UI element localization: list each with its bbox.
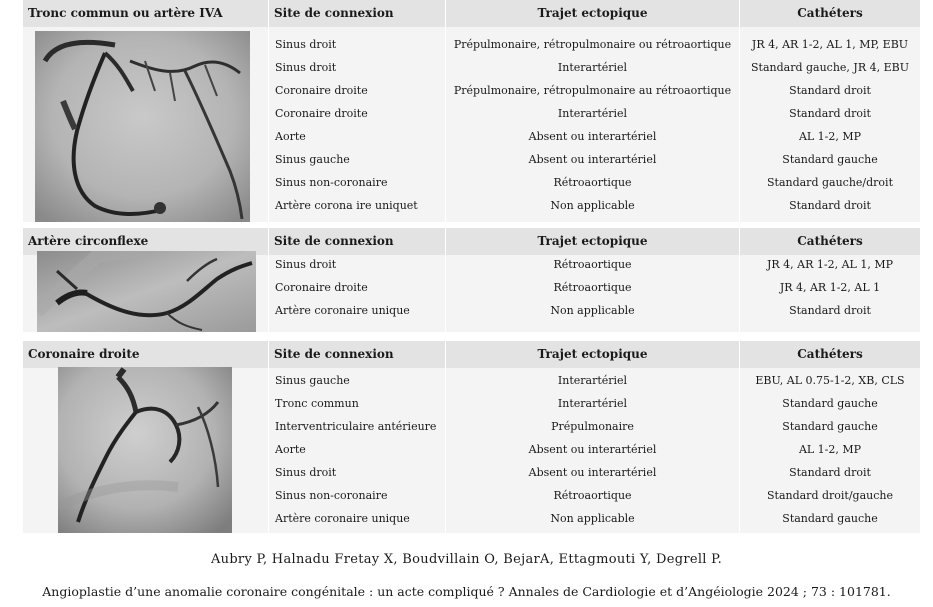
catheters: JR 4, AR 1-2, AL 1, MP, EBU bbox=[751, 38, 909, 51]
catheters: AL 1-2, MP bbox=[798, 130, 862, 143]
connection-site: Artère coronaire unique bbox=[275, 304, 410, 317]
table-row bbox=[23, 33, 920, 56]
table-row bbox=[23, 438, 920, 461]
connection-site: Aorte bbox=[275, 443, 306, 456]
citation-reference: Angioplastie d’une anomalie coronaire congénitale : un acte compliqué ? Annales de Cardiologie et d’Angéiologie 2024 ; 73 : 101781. bbox=[42, 584, 891, 599]
connection-site: Sinus droit bbox=[275, 258, 337, 271]
section-left-main-lad bbox=[23, 0, 920, 222]
ectopic-course: Absent ou interartériel bbox=[528, 153, 657, 166]
table-row bbox=[23, 392, 920, 415]
connection-site: Sinus gauche bbox=[275, 153, 350, 166]
column-header-ectopic-course: Trajet ectopique bbox=[446, 0, 739, 27]
section-right-coronary bbox=[23, 341, 920, 533]
catheters: Standard gauche bbox=[782, 153, 878, 166]
table-row bbox=[23, 299, 920, 322]
ectopic-course: Interartériel bbox=[557, 61, 628, 74]
table-row bbox=[23, 507, 920, 530]
ectopic-course: Non applicable bbox=[550, 199, 635, 212]
section-header bbox=[23, 0, 920, 27]
section-title: Artère circonflexe bbox=[23, 228, 268, 255]
table-row bbox=[23, 369, 920, 392]
connection-site: Coronaire droite bbox=[275, 281, 368, 294]
table-row bbox=[23, 194, 920, 217]
catheters: Standard gauche bbox=[782, 420, 878, 433]
table-row bbox=[23, 415, 920, 438]
column-header-connection-site: Site de connexion bbox=[269, 0, 445, 27]
column-header-ectopic-course: Trajet ectopique bbox=[446, 341, 739, 368]
section-header bbox=[23, 341, 920, 368]
connection-site: Sinus droit bbox=[275, 61, 337, 74]
column-header-connection-site: Site de connexion bbox=[269, 228, 445, 255]
catheters: Standard droit bbox=[789, 199, 871, 212]
column-header-ectopic-course: Trajet ectopique bbox=[446, 228, 739, 255]
column-header-connection-site: Site de connexion bbox=[269, 341, 445, 368]
column-header-catheters: Cathéters bbox=[740, 228, 920, 255]
column-header-catheters: Cathéters bbox=[740, 0, 920, 27]
table-row bbox=[23, 102, 920, 125]
ectopic-course: Non applicable bbox=[550, 512, 635, 525]
ectopic-course: Rétroaortique bbox=[553, 281, 632, 294]
connection-site: Sinus gauche bbox=[275, 374, 350, 387]
ectopic-course: Absent ou interartériel bbox=[528, 130, 657, 143]
section-title: Tronc commun ou artère IVA bbox=[23, 0, 268, 27]
catheters: JR 4, AR 1-2, AL 1, MP bbox=[766, 258, 893, 271]
ectopic-course: Absent ou interartériel bbox=[528, 466, 657, 479]
catheters: Standard droit bbox=[789, 304, 871, 317]
table-row bbox=[23, 79, 920, 102]
connection-site: Artère coronaire unique bbox=[275, 512, 410, 525]
connection-site: Aorte bbox=[275, 130, 306, 143]
connection-site: Artère corona ire uniquet bbox=[275, 199, 418, 212]
table-row bbox=[23, 125, 920, 148]
catheters: JR 4, AR 1-2, AL 1 bbox=[779, 281, 881, 294]
catheters: Standard droit bbox=[789, 107, 871, 120]
connection-site: Interventriculaire antérieure bbox=[275, 420, 437, 433]
column-header-catheters: Cathéters bbox=[740, 341, 920, 368]
table-row bbox=[23, 56, 920, 79]
ectopic-course: Rétroaortique bbox=[553, 489, 632, 502]
catheters: Standard droit/gauche bbox=[766, 489, 893, 502]
ectopic-course: Interartériel bbox=[557, 397, 628, 410]
catheters: EBU, AL 0.75-1-2, XB, CLS bbox=[755, 374, 905, 387]
connection-site: Sinus non-coronaire bbox=[275, 489, 388, 502]
table-row bbox=[23, 461, 920, 484]
ectopic-course: Interartériel bbox=[557, 107, 628, 120]
section-circumflex bbox=[23, 228, 920, 332]
connection-site: Sinus non-coronaire bbox=[275, 176, 388, 189]
table-row bbox=[23, 276, 920, 299]
ectopic-course: Prépulmonaire, rétropulmonaire ou rétroaortique bbox=[453, 38, 732, 51]
ectopic-course: Interartériel bbox=[557, 374, 628, 387]
catheters: Standard gauche/droit bbox=[766, 176, 893, 189]
connection-site: Coronaire droite bbox=[275, 107, 368, 120]
ectopic-course: Rétroaortique bbox=[553, 176, 632, 189]
ectopic-course: Rétroaortique bbox=[553, 258, 632, 271]
ectopic-course: Non applicable bbox=[550, 304, 635, 317]
catheters: Standard droit bbox=[789, 84, 871, 97]
table-row bbox=[23, 171, 920, 194]
table-row bbox=[23, 253, 920, 276]
connection-site: Coronaire droite bbox=[275, 84, 368, 97]
catheters: Standard gauche, JR 4, EBU bbox=[751, 61, 909, 74]
citation-authors: Aubry P, Halnadu Fretay X, Boudvillain O, BejarA, Ettagmouti Y, Degrell P. bbox=[210, 552, 723, 567]
ectopic-course: Absent ou interartériel bbox=[528, 443, 657, 456]
catheters: Standard gauche bbox=[782, 512, 878, 525]
catheters: Standard droit bbox=[789, 466, 871, 479]
section-title: Coronaire droite bbox=[23, 341, 268, 368]
ectopic-course: Prépulmonaire, rétropulmonaire au rétroaortique bbox=[453, 84, 732, 97]
table-row bbox=[23, 148, 920, 171]
connection-site: Sinus droit bbox=[275, 466, 337, 479]
connection-site: Tronc commun bbox=[275, 397, 359, 410]
ectopic-course: Prépulmonaire bbox=[551, 420, 634, 433]
table-row bbox=[23, 484, 920, 507]
catheters: Standard gauche bbox=[782, 397, 878, 410]
catheters: AL 1-2, MP bbox=[798, 443, 862, 456]
connection-site: Sinus droit bbox=[275, 38, 337, 51]
